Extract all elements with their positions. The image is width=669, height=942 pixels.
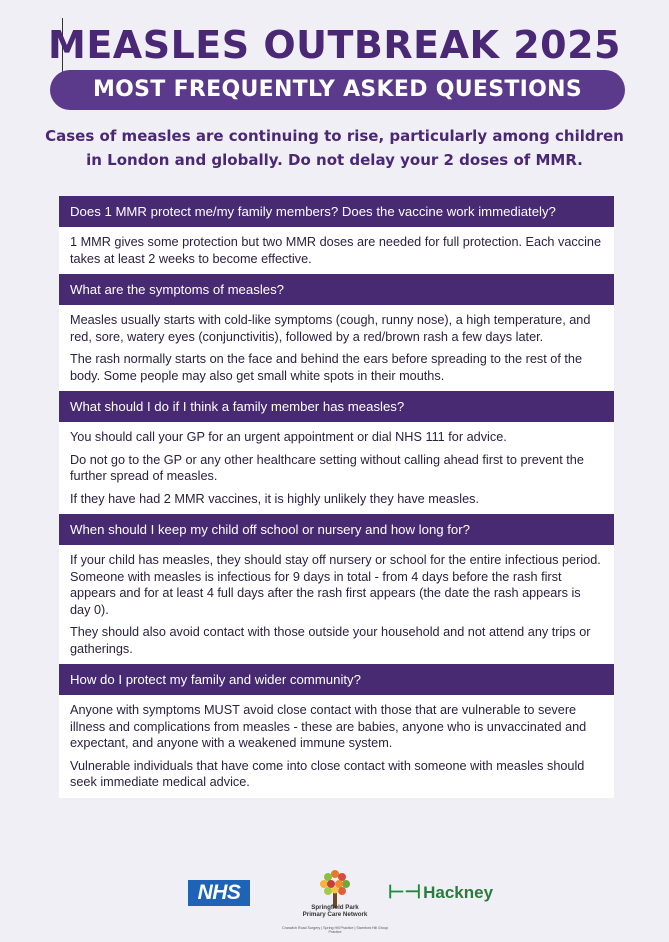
answer-paragraph: Anyone with symptoms MUST avoid close contact with those that are vulnerable to severe illness and complications from measles - these are babies, anyone who is unvaccinated and expectant, and anyone with a weakened immune system. [70,703,587,750]
hackney-mark-icon: ⊢⊣ [388,882,422,903]
faq-answer-2 [59,305,614,391]
faq-answer-5 [59,695,614,798]
faq-question-5: How do I protect my family and wider community? [59,664,614,695]
answer-paragraph: They should also avoid contact with those outside your household and not attend any trips or gatherings. [70,625,591,656]
faq-question-3: What should I do if I think a family member has measles? [59,391,614,422]
answer-paragraph: The rash normally starts on the face and behind the ears before spreading to the rest of the body. Some people may also get small white spots in their mouths. [70,352,583,383]
answer-paragraph: 1 MMR gives some protection but two MMR doses are needed for full protection. Each vaccine takes at least 2 weeks to become effective. [70,235,602,266]
page-subtitle: MOST FREQUENTLY ASKED QUESTIONS [50,70,625,110]
faq-question-4: When should I keep my child off school or nursery and how long for? [59,514,614,545]
answer-paragraph: You should call your GP for an urgent appointment or dial NHS 111 for advice. [70,430,507,444]
network-logo-text: Springfield Park Primary Care Network [302,904,368,918]
answer-paragraph: Measles usually starts with cold-like symptoms (cough, runny nose), a high temperature, and red, sore, watery eyes (conjunctivitis), followed by a red/brown rash a few days later. [70,313,591,344]
faq-question-1: Does 1 MMR protect me/my family members? Does the vaccine work immediately? [59,196,614,227]
network-practices: Cranwich Road Surgery | Spring Hill Practice | Stamford Hill Group Practice [282,926,388,934]
faq-question-2: What are the symptoms of measles? [59,274,614,305]
page-title: MEASLES OUTBREAK 2025 [48,23,621,67]
faq-list [59,196,614,798]
answer-paragraph: Do not go to the GP or any other healthcare setting without calling ahead first to prevent the further spread of measles. [70,452,584,483]
answer-paragraph: Vulnerable individuals that have come into close contact with someone with measles should seek immediate medical advice. [70,758,585,789]
answer-paragraph: If your child has measles, they should stay off nursery or school for the entire infectious period. Someone with measles is infectious for 9 days in total - from 4 days before the rash first appears and for at least 4 full days after the rash first appears (the date the rash appears is day 0). [70,553,601,617]
answer-paragraph: If they have had 2 MMR vaccines, it is highly unlikely they have measles. [70,491,480,506]
nhs-logo: NHS [188,880,250,906]
faq-answer-1 [59,227,614,274]
footer-logos [0,862,669,937]
faq-answer-4 [59,545,614,664]
faq-answer-3 [59,422,614,514]
hackney-logo: ⊢⊣ Hackney [388,882,494,903]
intro-text: Cases of measles are continuing to rise, particularly among children in London and globally. Do not delay your 2 doses of MMR. [45,127,624,169]
